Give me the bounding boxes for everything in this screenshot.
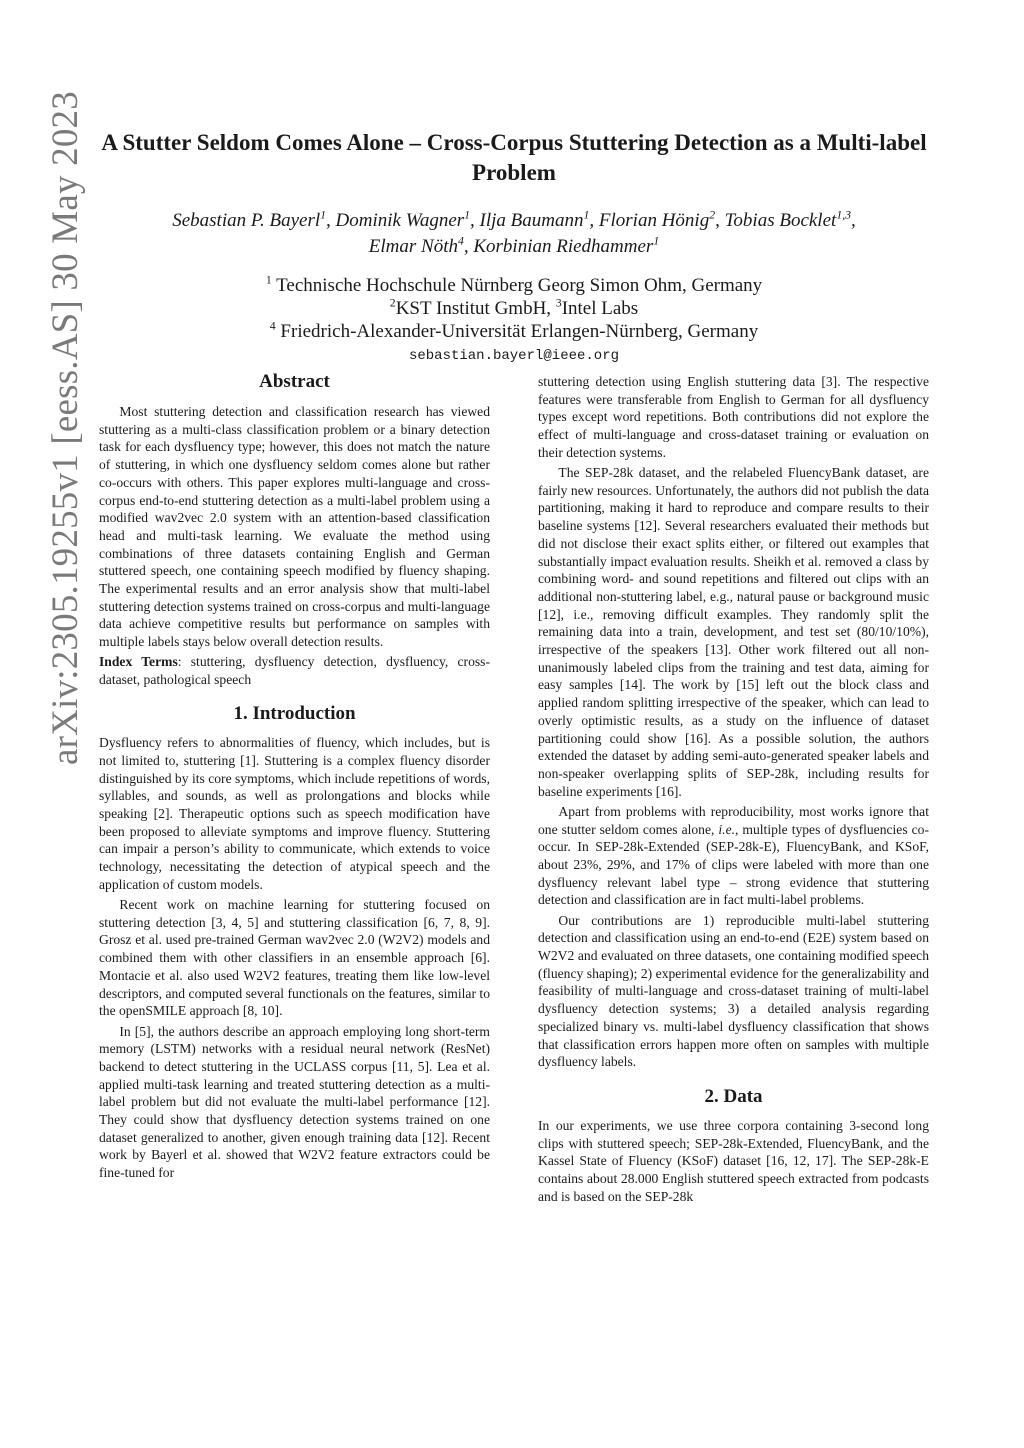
intro-paragraph: In [5], the authors describe an approach employing long short-term memory (LSTM) networks with a residual neural network (ResNet) backend to detect stuttering in the UCLASS corpus [11, 5]. Lea et al. applied multi-task learning and treated stuttering detection as a multi-label problem but did not evaluate the multi-label performance [12]. They could show that dysfluency detection systems trained on one dataset generalized to another, given enough training data [12]. Recent work by Bayerl et al. showed that W2V2 feature extractors could be fine-tuned for (99, 1023, 490, 1181)
intro-paragraph: stuttering detection using English stuttering data [3]. The respective features were transferable from English to German for all dysfluency types except word repetitions. Both contributions did not explore the effect of multi-language and cross-dataset training or evaluation on their detection systems. (538, 374, 929, 460)
affil-number: 2 (389, 296, 396, 310)
intro-paragraph: Recent work on machine learning for stuttering focused on stuttering detection [3, 4, 5] and stuttering classification [6, 7, 8, 9]. Grosz et al. used pre-trained German wav2vec 2.0 (W2V2) models and combined them with other classifiers in an ensemble approach [6]. Montacie et al. also used W2V2 features, treating them like low-level descriptors, and computed several functionals on the features, similar to the openSMILE approach [8, 10]. (99, 897, 490, 1019)
affil-number: 1 (265, 273, 272, 287)
author-affil-mark: 1 (464, 208, 471, 222)
left-column (99, 370, 490, 1182)
section-heading-introduction: 1. Introduction (233, 703, 356, 725)
paragraph-emphasis: i.e. (718, 821, 735, 837)
author-affil-mark: 1 (653, 234, 660, 248)
author: Dominik Wagner (335, 210, 465, 231)
affil-number: 3 (555, 296, 562, 310)
author-line-2: Elmar Nöth$^4$, Korbinian Riedhammer$^1$ (368, 234, 660, 257)
affiliation-1 (100, 274, 928, 297)
arxiv-identifier: arXiv:2305.19255v1 [eess.AS] 30 May 2023 (45, 91, 86, 765)
author: Ilja Baumann (479, 210, 584, 231)
author-affil-mark: 1 (583, 208, 590, 222)
author: Sebastian P. Bayerl (172, 210, 321, 231)
index-terms-list: : stuttering, dysfluency detection, dysfluency, cross-dataset, pathological speech (99, 653, 490, 687)
affil-text: Friedrich-Alexander-Universität Erlangen-Nürnberg, Germany (280, 321, 759, 342)
affiliation-4 (100, 320, 928, 343)
affil-number: 4 (269, 319, 276, 333)
author: Florian Hönig (598, 210, 710, 231)
paragraph-text: Apart from problems with reproducibility, most works ignore that one stutter seldom comes alone, (538, 803, 929, 837)
data-paragraph: In our experiments, we use three corpora containing 3-second long clips with stuttered speech; SEP-28k-Extended, FluencyBank, and the Kassel State of Fluency (KSoF) dataset [16, 12, 17]. The SEP-28k-E contains about 28.000 English stuttered speech extracted from podcasts and is based on the SEP-28k (538, 1117, 929, 1204)
author-affil-mark: 1,3 (836, 208, 852, 222)
affil-text: Intel Labs (561, 298, 639, 319)
author-affil-mark: 2 (709, 208, 716, 222)
affiliation-list (100, 274, 928, 343)
intro-paragraph: Dysfluency refers to abnormalities of fluency, which includes, but is not limited to, stuttering [1]. Stuttering is a complex fluency disorder distinguished by its core symptoms, which include repetitions of words, syllables, and sounds, as well as prolongations and blocks while speaking [2]. Therapeutic options such as speech modification have been proposed to alleviate symptoms and improve fluency. Stuttering can impair a person’s ability to communicate, which extends to voice technology, necessitating the detection of atypical speech and the application of custom models. (99, 735, 490, 892)
paragraph-text: , multiple types of dysfluencies co-occur. In SEP-28k-Extended (SEP-28k-E), FluencyBank, and KSoF, about 23%, 29%, and 17% of clips were labeled with more than one dysfluency relevant label type – strong evidence that stuttering detection and classification are in fact multi-label problems. (538, 821, 929, 908)
author: Elmar Nöth (368, 236, 458, 257)
contact-email: sebastian.bayerl@ieee.org (408, 348, 620, 364)
affiliation-2-3 (100, 297, 928, 320)
author-affil-mark: 4 (457, 234, 464, 248)
abstract-heading: Abstract (259, 371, 330, 392)
author-line-1: Sebastian P. Bayerl$^1$, Dominik Wagner$^1$, Ilja Baumann$^1$, Florian Hönig$^2$, Tobias Bocklet$^{1,3}$, (172, 208, 856, 231)
section-heading-data: 2. Data (704, 1085, 763, 1107)
intro-paragraph: Our contributions are 1) reproducible multi-label stuttering detection and classification using an end-to-end (E2E) system based on W2V2 and evaluated on three datasets, one containing modified speech (fluency shaping); 2) experimental evidence for the generalizability and feasibility of multi-language and cross-dataset training of multi-label dysfluency detection systems; 3) a detailed analysis regarding specialized binary vs. multi-label dysfluency classification that shows that classification errors happen more often on samples with multiple dysfluency labels. (538, 912, 929, 1070)
author-affil-mark: 1 (320, 208, 327, 222)
intro-paragraph: The SEP-28k dataset, and the relabeled FluencyBank dataset, are fairly new resources. Unfortunately, the authors did not publish the data partitioning, making it hard to reproduce and compare results to their baseline systems [12]. Several researchers evaluated their methods but did not disclose their exact splits either, or filtered out examples that substantially impact evaluation results. Sheikh et al. removed a class by combining word- and sound repetitions and filtered out clips with an additional non-stuttering label, e.g., natural pause or background music [12], i.e., removing difficult examples. They randomly split the remaining data into a train, development, and test set (80/10/10%), irrespective of the speakers [13]. Other work filtered out all non-unanimously labeled clips from the training and test data, aiming for easy samples [14]. The work by [15] left out the block class and applied random splitting irrespective of the speaker, which can lead to overly optimistic results, as a study on the influence of dataset partitioning could show [16]. As a possible solution, the authors extended the dataset by adding semi-auto-generated speaker labels and non-speaker overlapping splits of SEP-28k, including results for baseline experiments [16]. (538, 465, 929, 799)
affil-text: KST Institut GmbH, (395, 298, 556, 319)
intro-paragraph (538, 803, 929, 909)
author-list (100, 208, 928, 260)
index-terms (99, 653, 490, 688)
paper-title: A Stutter Seldom Comes Alone – Cross-Corpus Stuttering Detection as a Multi-label Problem (101, 130, 927, 185)
author: Tobias Bocklet (724, 210, 837, 231)
affil-text: Technische Hochschule Nürnberg Georg Simon Ohm, Germany (276, 275, 763, 296)
index-terms-label: Index Terms (99, 653, 178, 669)
abstract-text: Most stuttering detection and classification research has viewed stuttering as a multi-class classification problem or a binary detection task for each dysfluency type; however, this does not match the nature of stuttering, in which one dysfluency seldom comes alone but rather co-occurs with others. This paper explores multi-language and cross-corpus end-to-end stuttering detection as a multi-label problem using a modified wav2vec 2.0 system with an attention-based classification head and multi-task learning. We evaluate the method using combinations of three datasets containing English and German stuttered speech, one containing speech modified by fluency shaping. The experimental results and an error analysis show that multi-label stuttering detection systems trained on cross-corpus and multi-language data achieve competitive results but performance on samples with multiple labels stays below overall detection results. (99, 404, 490, 650)
author: Korbinian Riedhammer (473, 236, 654, 257)
right-column (538, 373, 929, 1205)
